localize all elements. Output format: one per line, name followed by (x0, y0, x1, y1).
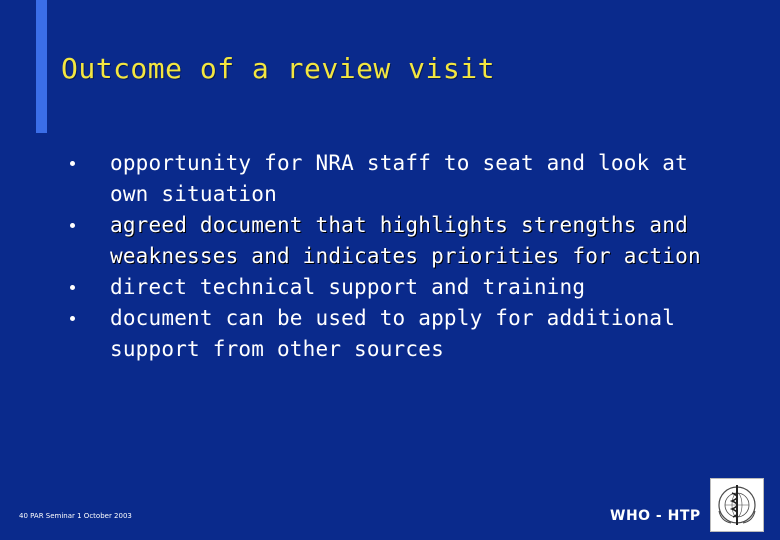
footer-caption: 40 PAR Seminar 1 October 2003 (19, 512, 132, 520)
who-emblem-icon (710, 478, 764, 532)
bullet-text: direct technical support and training (110, 275, 586, 299)
bullet-item (70, 210, 710, 272)
bullet-list (70, 148, 710, 365)
bullet-text: agreed document that highlights strengths and weaknesses and indicates priorities for action (110, 213, 701, 268)
slide-title: Outcome of a review visit (61, 52, 495, 85)
bullet-item (70, 148, 710, 210)
bullet-icon (70, 161, 75, 166)
bullet-icon (70, 223, 75, 228)
bullet-item (70, 272, 710, 303)
bullet-icon (70, 285, 75, 290)
accent-bar (36, 0, 47, 133)
bullet-text: opportunity for NRA staff to seat and look at own situation (110, 151, 688, 206)
footer-organization: WHO - HTP (610, 508, 701, 524)
bullet-text: document can be used to apply for additional support from other sources (110, 306, 676, 361)
bullet-icon (70, 316, 75, 321)
bullet-item (70, 303, 710, 365)
